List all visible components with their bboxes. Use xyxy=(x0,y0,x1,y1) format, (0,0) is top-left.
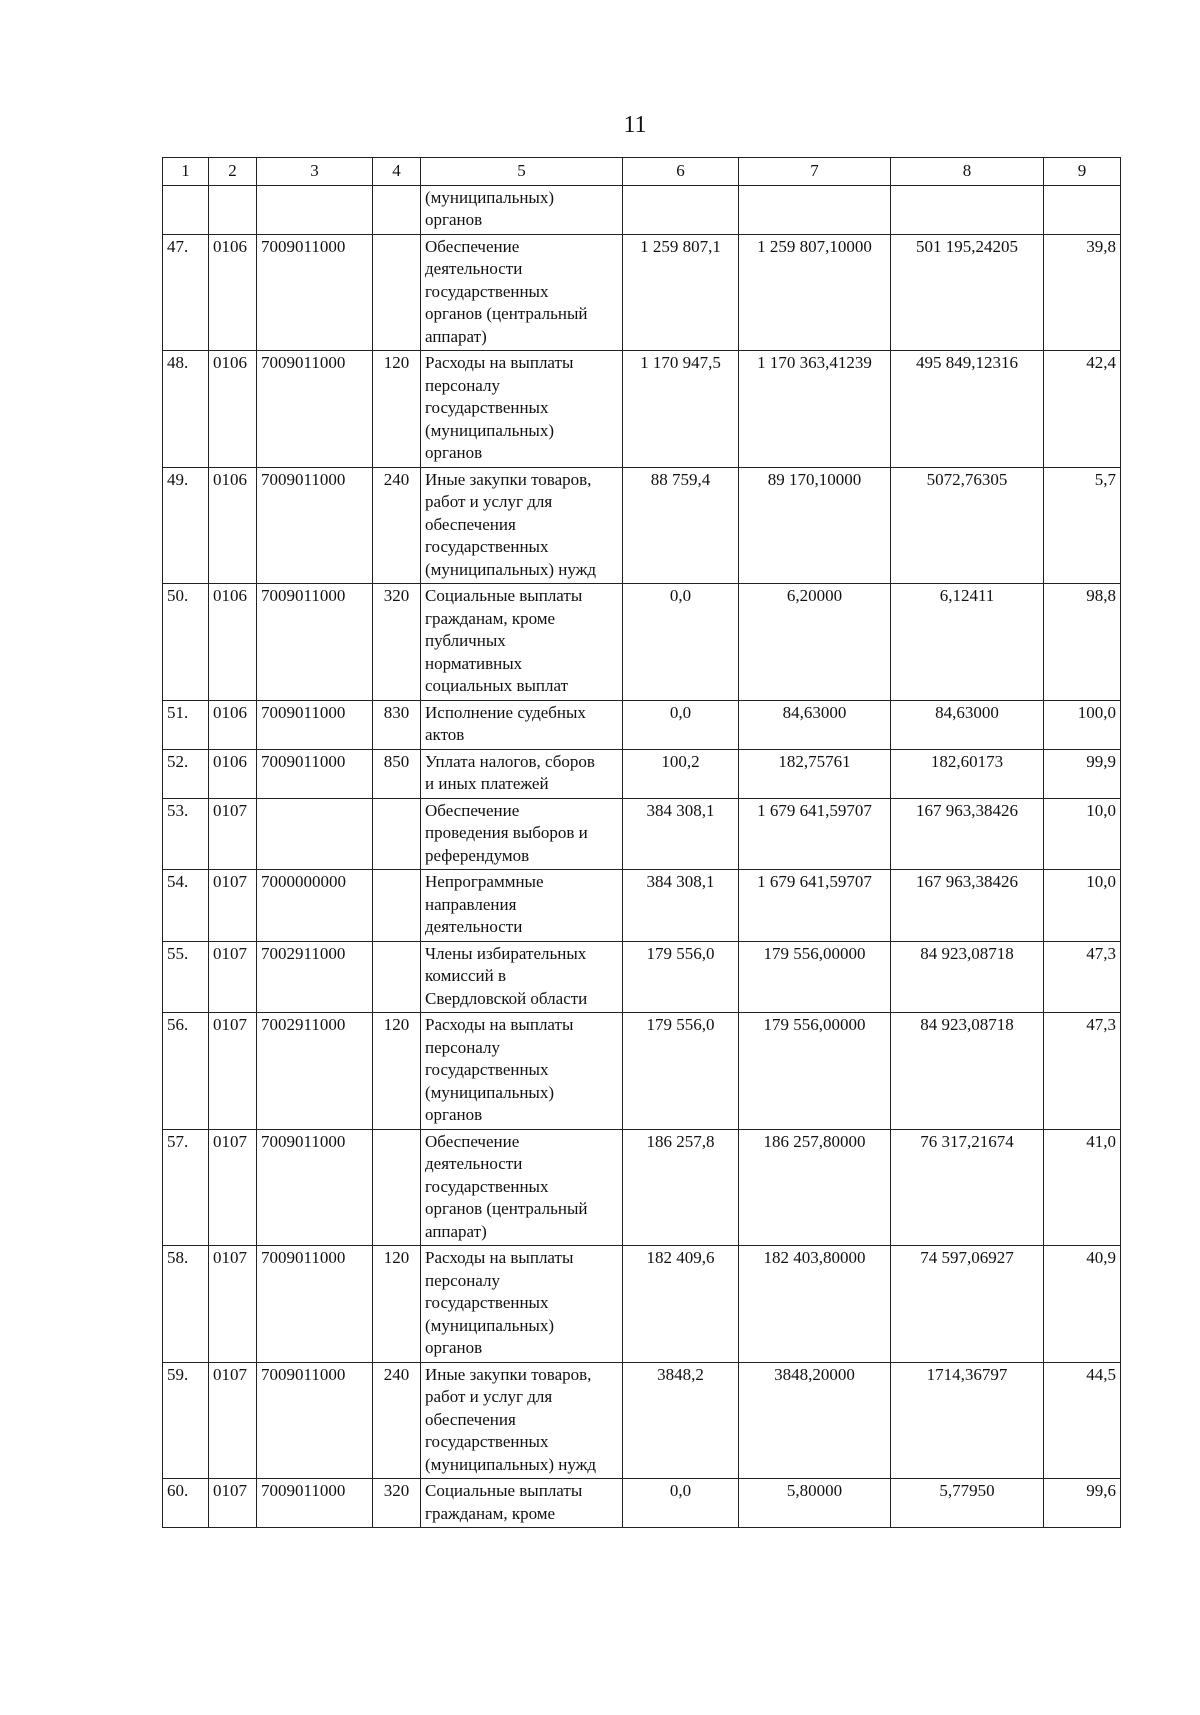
approved-amount-cell: 384 308,1 xyxy=(623,798,739,870)
approved-amount-cell: 0,0 xyxy=(623,1479,739,1528)
section-code-cell: 0106 xyxy=(209,584,257,701)
row-number-cell: 48. xyxy=(163,351,209,468)
item-name-cell: Расходы на выплаты персоналу государственных (муниципальных) органов xyxy=(421,351,623,468)
refined-amount-cell: 1 679 641,59707 xyxy=(739,798,891,870)
executed-amount-cell: 76 317,21674 xyxy=(891,1129,1044,1246)
target-article-code-cell: 7009011000 xyxy=(257,1362,373,1479)
executed-amount-cell: 84 923,08718 xyxy=(891,941,1044,1013)
row-number-cell: 47. xyxy=(163,234,209,351)
column-header-7: 7 xyxy=(739,158,891,186)
refined-amount-cell: 186 257,80000 xyxy=(739,1129,891,1246)
executed-amount-cell xyxy=(891,185,1044,234)
section-code-cell: 0107 xyxy=(209,1129,257,1246)
table-row xyxy=(163,234,1121,351)
budget-table xyxy=(162,157,1121,1528)
table-row xyxy=(163,351,1121,468)
target-article-code-cell: 7009011000 xyxy=(257,351,373,468)
row-number-cell: 56. xyxy=(163,1013,209,1130)
row-number-cell: 54. xyxy=(163,870,209,942)
executed-amount-cell: 182,60173 xyxy=(891,749,1044,798)
section-code-cell: 0107 xyxy=(209,870,257,942)
table-row xyxy=(163,1246,1121,1363)
refined-amount-cell: 1 170 363,41239 xyxy=(739,351,891,468)
approved-amount-cell: 179 556,0 xyxy=(623,941,739,1013)
section-code-cell xyxy=(209,185,257,234)
item-name-cell: Иные закупки товаров, работ и услуг для обеспечения государственных (муниципальных) нужд xyxy=(421,467,623,584)
table-row xyxy=(163,467,1121,584)
item-name-cell: Обеспечение деятельности государственных органов (центральный аппарат) xyxy=(421,1129,623,1246)
target-article-code-cell: 7009011000 xyxy=(257,1479,373,1528)
column-header-2: 2 xyxy=(209,158,257,186)
execution-percent-cell: 99,6 xyxy=(1044,1479,1121,1528)
executed-amount-cell: 84,63000 xyxy=(891,700,1044,749)
item-name-cell: Исполнение судебных актов xyxy=(421,700,623,749)
item-name-cell: Расходы на выплаты персоналу государственных (муниципальных) органов xyxy=(421,1246,623,1363)
item-name-cell: Социальные выплаты гражданам, кроме публичных нормативных социальных выплат xyxy=(421,584,623,701)
expense-type-code-cell: 850 xyxy=(373,749,421,798)
approved-amount-cell: 384 308,1 xyxy=(623,870,739,942)
table-row xyxy=(163,870,1121,942)
target-article-code-cell: 7009011000 xyxy=(257,700,373,749)
table-row xyxy=(163,1479,1121,1528)
executed-amount-cell: 1714,36797 xyxy=(891,1362,1044,1479)
executed-amount-cell: 167 963,38426 xyxy=(891,798,1044,870)
section-code-cell: 0106 xyxy=(209,467,257,584)
target-article-code-cell xyxy=(257,185,373,234)
expense-type-code-cell xyxy=(373,234,421,351)
table-row xyxy=(163,1362,1121,1479)
row-number-cell: 52. xyxy=(163,749,209,798)
refined-amount-cell: 182 403,80000 xyxy=(739,1246,891,1363)
column-header-1: 1 xyxy=(163,158,209,186)
table-body xyxy=(163,185,1121,1528)
execution-percent-cell: 44,5 xyxy=(1044,1362,1121,1479)
expense-type-code-cell xyxy=(373,185,421,234)
section-code-cell: 0107 xyxy=(209,1479,257,1528)
execution-percent-cell: 39,8 xyxy=(1044,234,1121,351)
refined-amount-cell: 1 259 807,10000 xyxy=(739,234,891,351)
item-name-cell: Обеспечение деятельности государственных органов (центральный аппарат) xyxy=(421,234,623,351)
execution-percent-cell: 41,0 xyxy=(1044,1129,1121,1246)
item-name-cell: Члены избирательных комиссий в Свердловской области xyxy=(421,941,623,1013)
approved-amount-cell: 0,0 xyxy=(623,584,739,701)
target-article-code-cell: 7009011000 xyxy=(257,1129,373,1246)
section-code-cell: 0106 xyxy=(209,700,257,749)
approved-amount-cell xyxy=(623,185,739,234)
target-article-code-cell: 7009011000 xyxy=(257,467,373,584)
expense-type-code-cell xyxy=(373,941,421,1013)
execution-percent-cell: 98,8 xyxy=(1044,584,1121,701)
executed-amount-cell: 501 195,24205 xyxy=(891,234,1044,351)
item-name-cell: Обеспечение проведения выборов и референдумов xyxy=(421,798,623,870)
expense-type-code-cell: 830 xyxy=(373,700,421,749)
column-header-5: 5 xyxy=(421,158,623,186)
table-row-continuation xyxy=(163,185,1121,234)
section-code-cell: 0107 xyxy=(209,941,257,1013)
target-article-code-cell: 7009011000 xyxy=(257,584,373,701)
refined-amount-cell: 3848,20000 xyxy=(739,1362,891,1479)
execution-percent-cell: 10,0 xyxy=(1044,798,1121,870)
row-number-cell: 59. xyxy=(163,1362,209,1479)
refined-amount-cell: 5,80000 xyxy=(739,1479,891,1528)
execution-percent-cell: 5,7 xyxy=(1044,467,1121,584)
execution-percent-cell: 47,3 xyxy=(1044,941,1121,1013)
approved-amount-cell: 186 257,8 xyxy=(623,1129,739,1246)
target-article-code-cell: 7002911000 xyxy=(257,941,373,1013)
section-code-cell: 0107 xyxy=(209,1246,257,1363)
row-number-cell: 60. xyxy=(163,1479,209,1528)
row-number-cell: 49. xyxy=(163,467,209,584)
expense-type-code-cell xyxy=(373,870,421,942)
execution-percent-cell xyxy=(1044,185,1121,234)
target-article-code-cell: 7002911000 xyxy=(257,1013,373,1130)
execution-percent-cell: 40,9 xyxy=(1044,1246,1121,1363)
expense-type-code-cell: 320 xyxy=(373,1479,421,1528)
column-header-6: 6 xyxy=(623,158,739,186)
section-code-cell: 0106 xyxy=(209,749,257,798)
section-code-cell: 0106 xyxy=(209,234,257,351)
table-row xyxy=(163,584,1121,701)
approved-amount-cell: 100,2 xyxy=(623,749,739,798)
table-row xyxy=(163,798,1121,870)
executed-amount-cell: 5,77950 xyxy=(891,1479,1044,1528)
item-name-cell: Уплата налогов, сборов и иных платежей xyxy=(421,749,623,798)
section-code-cell: 0107 xyxy=(209,1362,257,1479)
table-header xyxy=(163,158,1121,186)
expense-type-code-cell xyxy=(373,1129,421,1246)
row-number-cell xyxy=(163,185,209,234)
approved-amount-cell: 179 556,0 xyxy=(623,1013,739,1130)
executed-amount-cell: 6,12411 xyxy=(891,584,1044,701)
refined-amount-cell: 179 556,00000 xyxy=(739,941,891,1013)
expense-type-code-cell: 240 xyxy=(373,467,421,584)
table-row xyxy=(163,749,1121,798)
section-code-cell: 0106 xyxy=(209,351,257,468)
page-number: 11 xyxy=(623,112,647,138)
target-article-code-cell: 7000000000 xyxy=(257,870,373,942)
execution-percent-cell: 47,3 xyxy=(1044,1013,1121,1130)
execution-percent-cell: 42,4 xyxy=(1044,351,1121,468)
row-number-cell: 55. xyxy=(163,941,209,1013)
column-header-3: 3 xyxy=(257,158,373,186)
approved-amount-cell: 182 409,6 xyxy=(623,1246,739,1363)
row-number-cell: 57. xyxy=(163,1129,209,1246)
column-header-8: 8 xyxy=(891,158,1044,186)
row-number-cell: 53. xyxy=(163,798,209,870)
approved-amount-cell: 0,0 xyxy=(623,700,739,749)
section-code-cell: 0107 xyxy=(209,1013,257,1130)
refined-amount-cell: 6,20000 xyxy=(739,584,891,701)
row-number-cell: 50. xyxy=(163,584,209,701)
section-code-cell: 0107 xyxy=(209,798,257,870)
row-number-cell: 51. xyxy=(163,700,209,749)
item-name-cell: Иные закупки товаров, работ и услуг для обеспечения государственных (муниципальных) нужд xyxy=(421,1362,623,1479)
execution-percent-cell: 10,0 xyxy=(1044,870,1121,942)
expense-type-code-cell: 320 xyxy=(373,584,421,701)
execution-percent-cell: 100,0 xyxy=(1044,700,1121,749)
table-row xyxy=(163,700,1121,749)
target-article-code-cell: 7009011000 xyxy=(257,234,373,351)
expense-type-code-cell: 120 xyxy=(373,1246,421,1363)
approved-amount-cell: 3848,2 xyxy=(623,1362,739,1479)
execution-percent-cell: 99,9 xyxy=(1044,749,1121,798)
refined-amount-cell xyxy=(739,185,891,234)
row-number-cell: 58. xyxy=(163,1246,209,1363)
table-row xyxy=(163,941,1121,1013)
executed-amount-cell: 167 963,38426 xyxy=(891,870,1044,942)
table-row xyxy=(163,1013,1121,1130)
executed-amount-cell: 74 597,06927 xyxy=(891,1246,1044,1363)
target-article-code-cell: 7009011000 xyxy=(257,749,373,798)
header-row xyxy=(163,158,1121,186)
executed-amount-cell: 5072,76305 xyxy=(891,467,1044,584)
expense-type-code-cell: 120 xyxy=(373,351,421,468)
refined-amount-cell: 1 679 641,59707 xyxy=(739,870,891,942)
approved-amount-cell: 1 170 947,5 xyxy=(623,351,739,468)
item-name-cell: Социальные выплаты гражданам, кроме xyxy=(421,1479,623,1528)
target-article-code-cell: 7009011000 xyxy=(257,1246,373,1363)
refined-amount-cell: 84,63000 xyxy=(739,700,891,749)
column-header-4: 4 xyxy=(373,158,421,186)
refined-amount-cell: 182,75761 xyxy=(739,749,891,798)
column-header-9: 9 xyxy=(1044,158,1121,186)
executed-amount-cell: 495 849,12316 xyxy=(891,351,1044,468)
refined-amount-cell: 89 170,10000 xyxy=(739,467,891,584)
executed-amount-cell: 84 923,08718 xyxy=(891,1013,1044,1130)
expense-type-code-cell: 120 xyxy=(373,1013,421,1130)
expense-type-code-cell xyxy=(373,798,421,870)
refined-amount-cell: 179 556,00000 xyxy=(739,1013,891,1130)
expense-type-code-cell: 240 xyxy=(373,1362,421,1479)
target-article-code-cell xyxy=(257,798,373,870)
table-row xyxy=(163,1129,1121,1246)
approved-amount-cell: 1 259 807,1 xyxy=(623,234,739,351)
item-name-cell: (муниципальных) органов xyxy=(421,185,623,234)
approved-amount-cell: 88 759,4 xyxy=(623,467,739,584)
item-name-cell: Расходы на выплаты персоналу государственных (муниципальных) органов xyxy=(421,1013,623,1130)
item-name-cell: Непрограммные направления деятельности xyxy=(421,870,623,942)
